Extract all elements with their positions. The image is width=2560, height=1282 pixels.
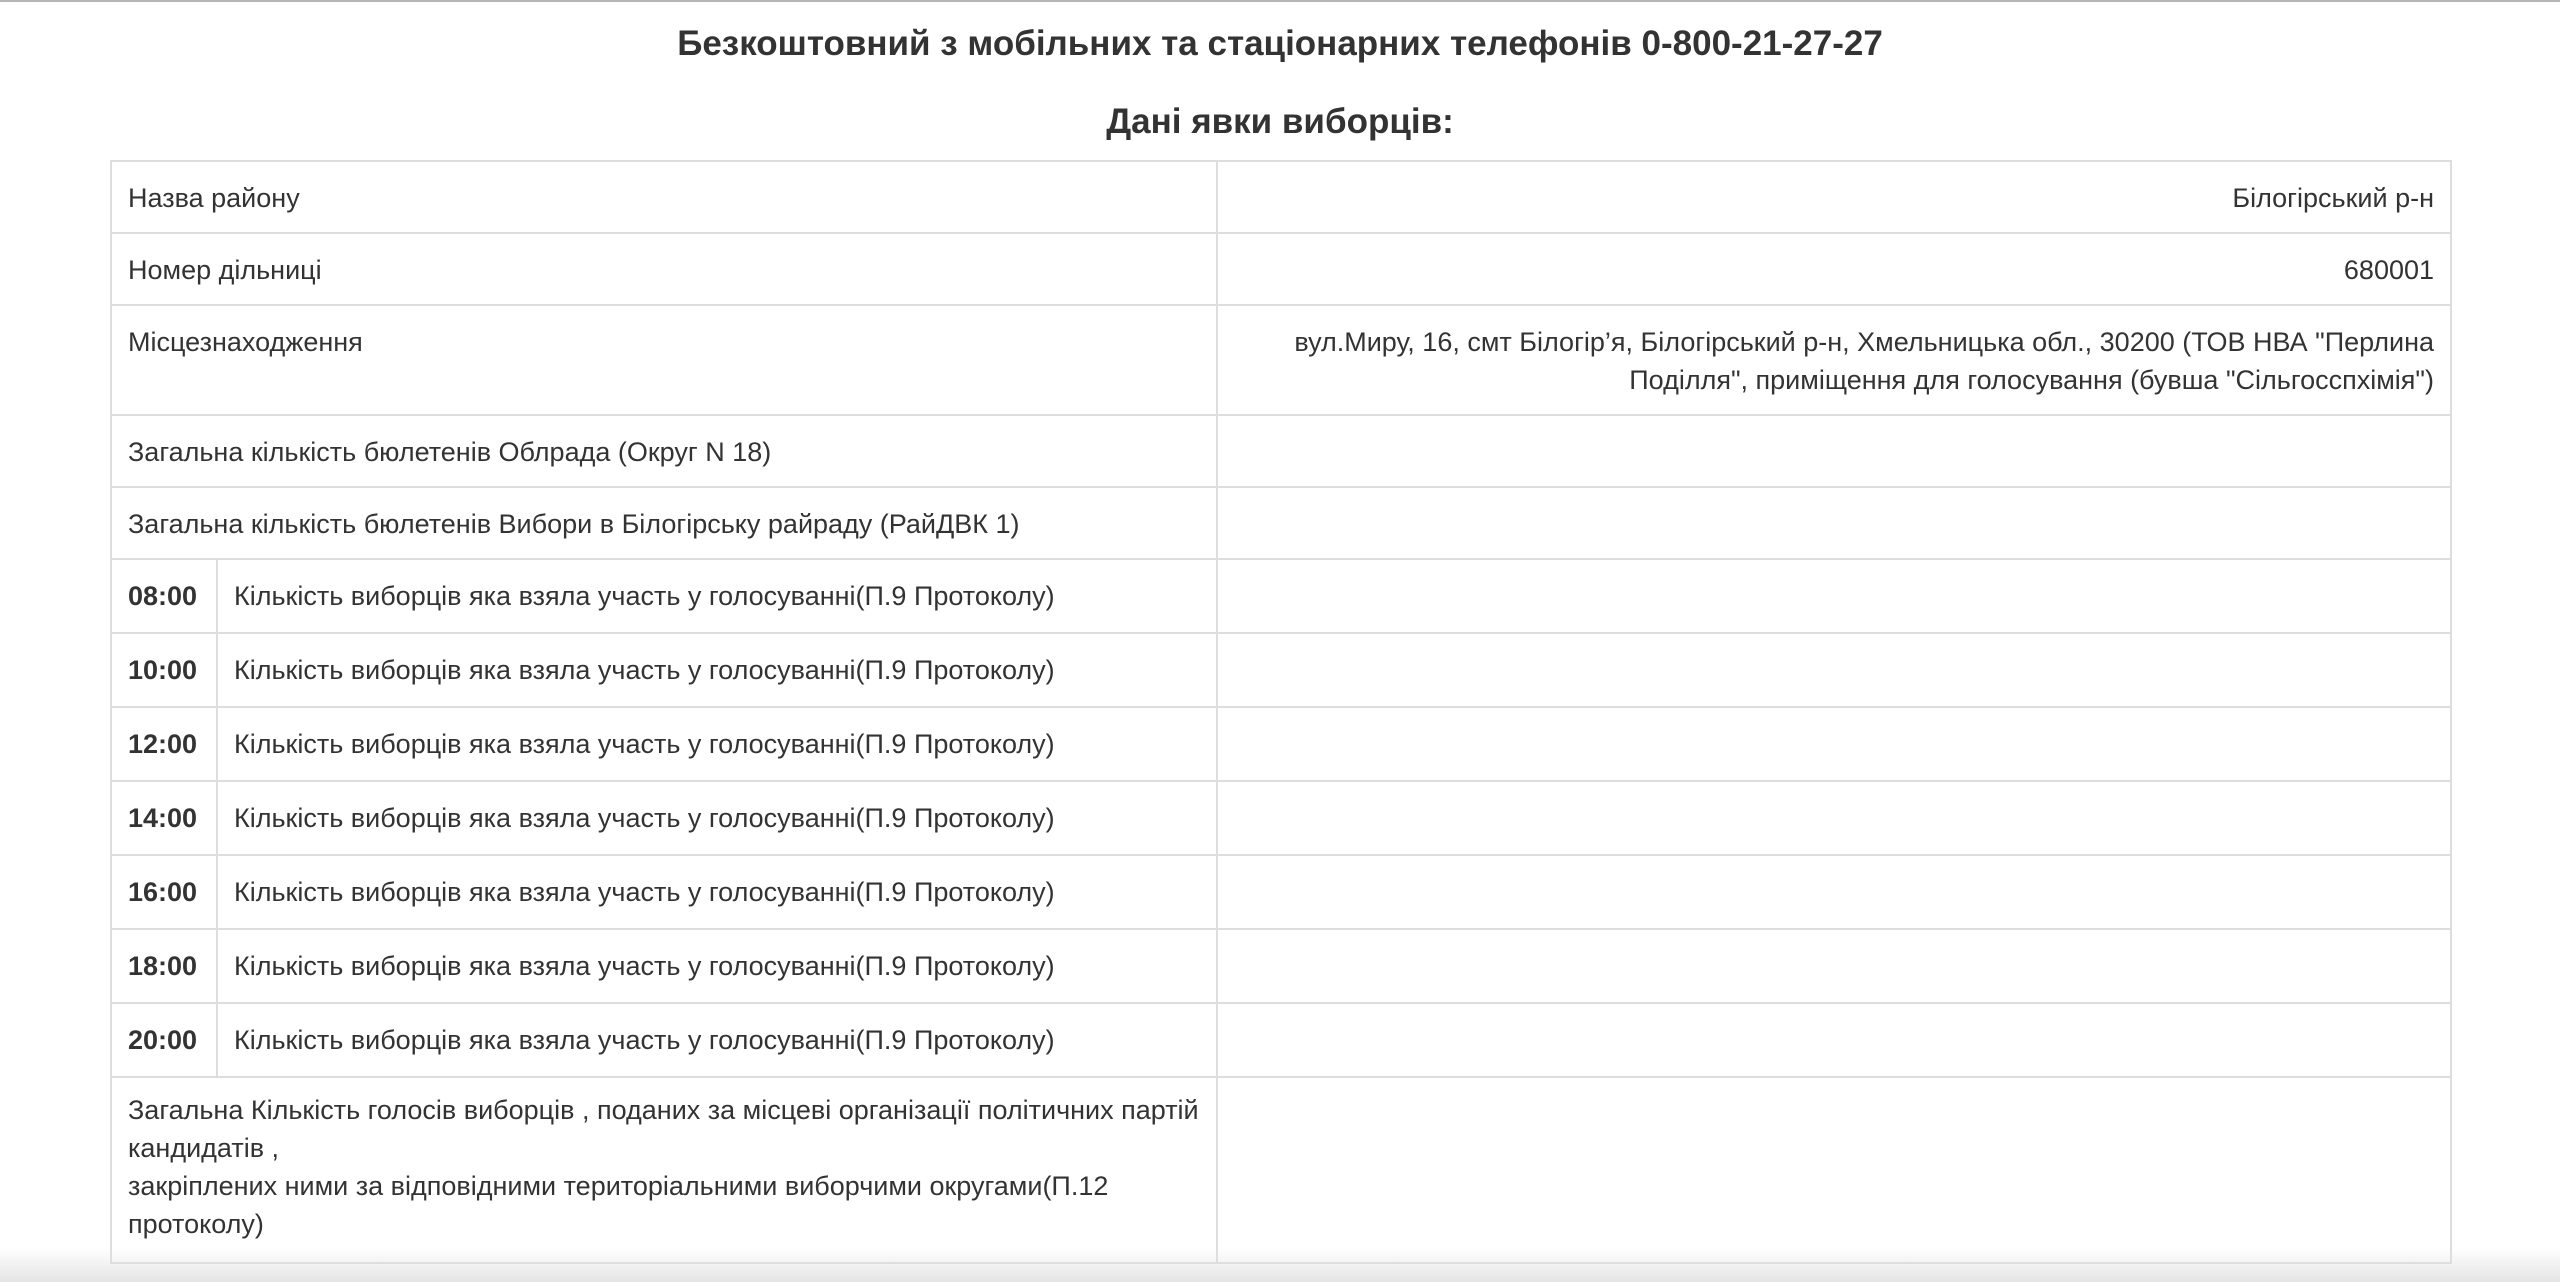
hotline-text: Безкоштовний з мобільних та стаціонарних телефонів xyxy=(677,24,1632,63)
turnout-label: Кількість виборців яка взяла участь у голосуванні(П.9 Протоколу) xyxy=(217,855,1217,929)
location-value: вул.Миру, 16, смт Білогір’я, Білогірський р-н, Хмельницька обл., 30200 (ТОВ НВА "Перлина Поділля", приміщення для голосування (бувша "Сільгосспхімія") xyxy=(1217,305,2451,415)
section-title: Дані явки виборців: xyxy=(1106,102,1454,141)
turnout-label: Кількість виборців яка взяла участь у голосуванні(П.9 Протоколу) xyxy=(217,781,1217,855)
precinct-value: 680001 xyxy=(1217,233,2451,305)
table-row-turnout-1600 xyxy=(111,855,2451,929)
rairada-ballots-value xyxy=(1217,487,2451,559)
turnout-time: 08:00 xyxy=(111,559,217,633)
turnout-label: Кількість виборців яка взяла участь у голосуванні(П.9 Протоколу) xyxy=(217,559,1217,633)
turnout-time: 18:00 xyxy=(111,929,217,1003)
turnout-time: 14:00 xyxy=(111,781,217,855)
total-votes-value xyxy=(1217,1077,2451,1263)
table-row-total-votes xyxy=(111,1077,2451,1263)
table-row-turnout-0800 xyxy=(111,559,2451,633)
table-row-turnout-1000 xyxy=(111,633,2451,707)
table-row-turnout-1400 xyxy=(111,781,2451,855)
turnout-table xyxy=(110,160,2452,1264)
table-row-oblrada-ballots xyxy=(111,415,2451,487)
location-label: Місцезнаходження xyxy=(111,305,1217,415)
turnout-label: Кількість виборців яка взяла участь у голосуванні(П.9 Протоколу) xyxy=(217,707,1217,781)
total-votes-label xyxy=(111,1077,1217,1263)
turnout-time: 20:00 xyxy=(111,1003,217,1077)
total-votes-label-line2: закріплених ними за відповідними територіальними виборчими округами(П.12 протоколу) xyxy=(128,1171,1109,1239)
precinct-label: Номер дільниці xyxy=(111,233,1217,305)
turnout-value xyxy=(1217,559,2451,633)
table-row-precinct xyxy=(111,233,2451,305)
turnout-time: 12:00 xyxy=(111,707,217,781)
table-row-rairada-ballots xyxy=(111,487,2451,559)
turnout-value xyxy=(1217,781,2451,855)
rairada-ballots-label: Загальна кількість бюлетенів Вибори в Білогірську райраду (РайДВК 1) xyxy=(111,487,1217,559)
table-row-location xyxy=(111,305,2451,415)
hotline-heading xyxy=(0,22,2560,66)
turnout-value xyxy=(1217,707,2451,781)
table-row-turnout-1800 xyxy=(111,929,2451,1003)
turnout-label: Кількість виборців яка взяла участь у голосуванні(П.9 Протоколу) xyxy=(217,1003,1217,1077)
district-value: Білогірський р-н xyxy=(1217,161,2451,233)
turnout-label: Кількість виборців яка взяла участь у голосуванні(П.9 Протоколу) xyxy=(217,929,1217,1003)
turnout-value xyxy=(1217,855,2451,929)
total-votes-label-line1: Загальна Кількість голосів виборців , поданих за місцеві організації політичних партій кандидатів , xyxy=(128,1095,1199,1163)
table-row-district xyxy=(111,161,2451,233)
oblrada-ballots-label: Загальна кількість бюлетенів Облрада (Округ N 18) xyxy=(111,415,1217,487)
turnout-value xyxy=(1217,633,2451,707)
turnout-time: 16:00 xyxy=(111,855,217,929)
turnout-value xyxy=(1217,929,2451,1003)
oblrada-ballots-value xyxy=(1217,415,2451,487)
district-label: Назва району xyxy=(111,161,1217,233)
table-row-turnout-2000 xyxy=(111,1003,2451,1077)
turnout-value xyxy=(1217,1003,2451,1077)
table-row-turnout-1200 xyxy=(111,707,2451,781)
hotline-number[interactable]: 0-800-21-27-27 xyxy=(1641,24,1883,63)
turnout-label: Кількість виборців яка взяла участь у голосуванні(П.9 Протоколу) xyxy=(217,633,1217,707)
turnout-time: 10:00 xyxy=(111,633,217,707)
